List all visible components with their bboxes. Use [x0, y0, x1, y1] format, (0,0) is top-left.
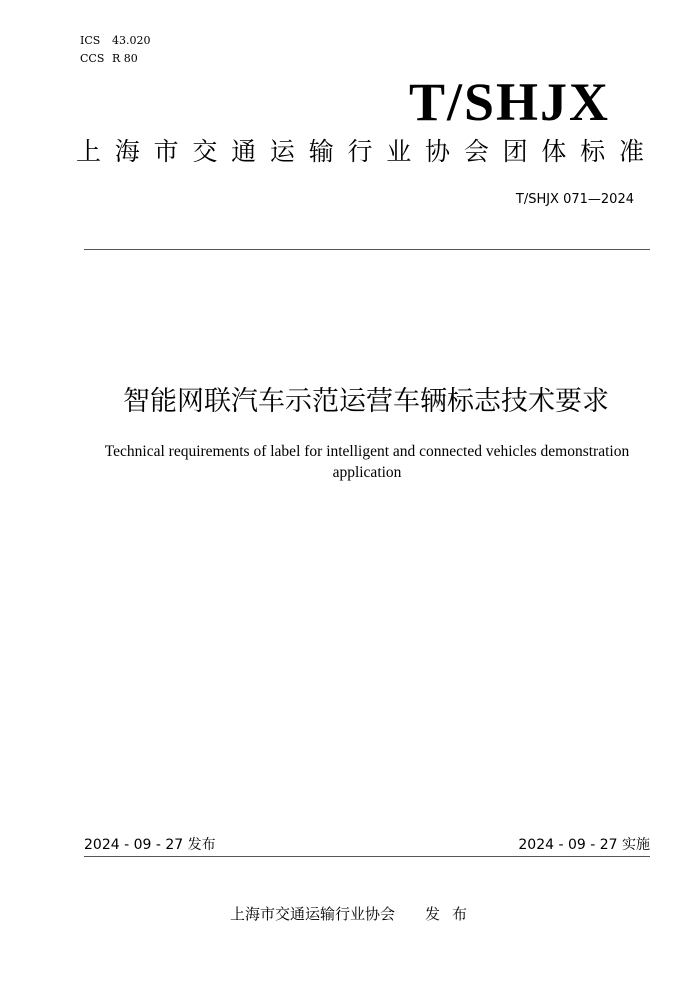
publish-action: 发布 [425, 905, 480, 923]
heading-char: 行 [347, 137, 373, 166]
heading-char: 交 [192, 137, 218, 166]
issue-date: 2024 - 09 - 27 发布 [84, 837, 216, 853]
heading-char: 通 [231, 137, 257, 166]
ics-classification [80, 34, 151, 48]
ics-label: ICS [80, 34, 101, 47]
title-chinese: 智能网联汽车示范运营车辆标志技术要求 [123, 386, 609, 417]
ccs-classification [80, 52, 138, 66]
title-english: Technical requirements of label for intelligent and connected vehicles demonstration application [104, 443, 630, 481]
ics-code: 43.020 [112, 34, 151, 47]
publisher-name: 上海市交通运输行业协会 [230, 905, 396, 923]
heading-char: 协 [425, 137, 451, 166]
brand-code: T/SHJX [408, 72, 610, 132]
heading-char: 准 [618, 137, 644, 166]
heading-char: 上 [76, 137, 102, 166]
implementation-date: 2024 - 09 - 27 实施 [518, 837, 650, 853]
heading-char: 会 [463, 137, 489, 166]
heading-char: 市 [153, 137, 179, 166]
association-standard-heading [76, 134, 644, 170]
heading-char: 标 [580, 137, 606, 166]
top-divider [84, 249, 650, 250]
standard-number: T/SHJX 071—2024 [515, 192, 634, 207]
heading-char: 业 [386, 137, 412, 166]
ccs-code: R 80 [112, 52, 138, 65]
heading-char: 输 [308, 137, 334, 166]
heading-char: 体 [541, 137, 567, 166]
bottom-divider [84, 856, 650, 857]
ccs-label: CCS [80, 52, 105, 65]
heading-char: 运 [269, 137, 295, 166]
heading-char: 团 [502, 137, 528, 166]
publisher-line [230, 903, 479, 925]
heading-char: 海 [114, 137, 140, 166]
